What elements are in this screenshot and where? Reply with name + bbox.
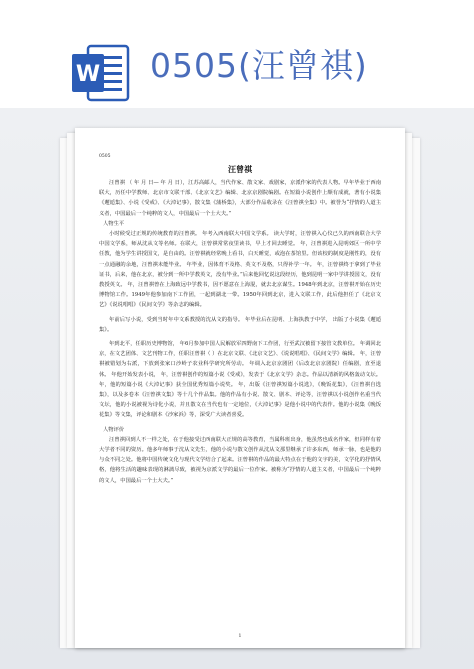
svg-text:W: W (75, 62, 101, 87)
page-code: 0505 (99, 154, 111, 159)
word-doc-icon (70, 40, 130, 106)
paragraph-early-writing: 年前后写小说，受到当时年中文系教授的沈从文的指导。 年毕业后在昆明、上海执教于中学， 出版了小说集《邂逅集》。 (99, 316, 381, 333)
document-page (75, 128, 405, 648)
paragraph-education: 小时候受过正规的传统教育的汪曾祺。 年考入西南联大中国文学系。 读大学时，汪曾祺入心仪已久的西南联合大学中国文学系，师从沈从文等名师。在联大，汪曾祺常常夜里读书，早上才回去睡觉。 年，汪曾祺进入昆明郊区一所中学任教，他为学生讲授国文，是自由的。汪曾祺就经常晚上看书，白天睡觉，或泡在茶馆里。但该校的制度是刚性的，没有一点通融的余地，汪曾祺未能毕业。 年毕业，因体育不及格、英文不及格，只得补学一年。 年，汪曾祺终于拿到了毕业证书，后来，他在北京，被分到一所中学教英文，没有毕业。”后来他回忆说这段经历，他到昆明一家中学讲授国文，没有教授英文。 年，汪曾祺曾在上海致远中学教书，因不愿意在上海混，就去北京谋生。1948年到北京，汪曾祺开始在历史博物馆工作。1949年他参加南下工作团，一起到湖北一带。1950年回到北京，进入文联工作，此后他担任了《北京文艺》《说说唱唱》《民间文学》等杂志的编辑。 (99, 231, 381, 309)
document-title: 0505(汪曾祺) (150, 46, 368, 85)
paragraph-evaluation: 汪曾祺回到人不一样之处，在于他接受过西南联大正规的高等教育，当属科班出身，他虽然也成名作家，但同样有着大学者不同的资历。他多年师事于沈从文先生，他的小说与散文创作从沈从文那里继承了许多东西，师承一脉，也是他的与众不同之处。他将中国传统文化与现代文学结合了起来。汪曾祺的作品的最大特点在于他的文字的美，文学化的抒情风格，他将生活的趣味表现的淋漓尽致，被视为京派文学的最后一位作家。被称为“抒情的人道主义者，中国最后一个纯粹的文人，中国最后一个士大夫。” (99, 436, 381, 484)
paragraph-career: 年到北平，任职历史博物馆， 年6月参加中国人民解放军四野南下工作团，行至武汉被留下接管文教单位。 年调回北京，在文艺团体、文艺刊物工作，任职汪曾祺（ ）在北京文联、《北京文艺》、《说说唱唱》、《民间文学》编辑。 年，汪曾祺被错划为右派，下放到张家口沙岭子农业科学研究所劳动。 年调入北京京剧团（后改北京京剧院）任编剧，直至退休。 年他开始发表小说， 年，汪曾祺创作的短篇小说《受戒》，发表于《北京文学》杂志。作品以清新的风格轰动文坛。 年，他的短篇小说《大淖记事》获全国优秀短篇小说奖。 年，出版《汪曾祺短篇小说选》，《晚饭花集》，《汪曾祺自选集》，以及多卷本《汪曾祺文集》等十几个作品集。他的作品有小说、散文、剧本、评论等，汪曾祺以小说创作名重当代文坛，他的小说被视为诗化小说，并且散文在当代也有一定地位，《大淖记事》是他小说中的代表作。他的小说集《晚饭花集》等文集，评论和剧本《沙家浜》等，深受广大读者喜爱。 (99, 341, 381, 419)
paragraph-intro: 汪曾祺 （ 年 月 日— 年 月 日），江苏高邮人，当代作家、散文家、戏剧家，京派作家的代表人物。早年毕业于西南联大，历任中学教师、北京市文联干部、《北京文艺》编辑、北京京剧院编剧。在短篇小说创作上颇有成就，著有小说集《邂逅集》、小说《受戒》、《大淖记事》，散文集《蒲桥集》，大部分作品收录在《汪曾祺全集》中。被誉为“抒情的人道主义者，中国最后一个纯粹的文人，中国最后一个士大夫。” (99, 180, 381, 217)
section-heading-evaluation: 人物评价 (103, 426, 125, 433)
document-body (99, 178, 381, 486)
section-heading-biography: 人物生平 (103, 220, 125, 227)
page-heading: 汪曾祺 (228, 164, 252, 174)
page-number: 1 (238, 633, 242, 639)
